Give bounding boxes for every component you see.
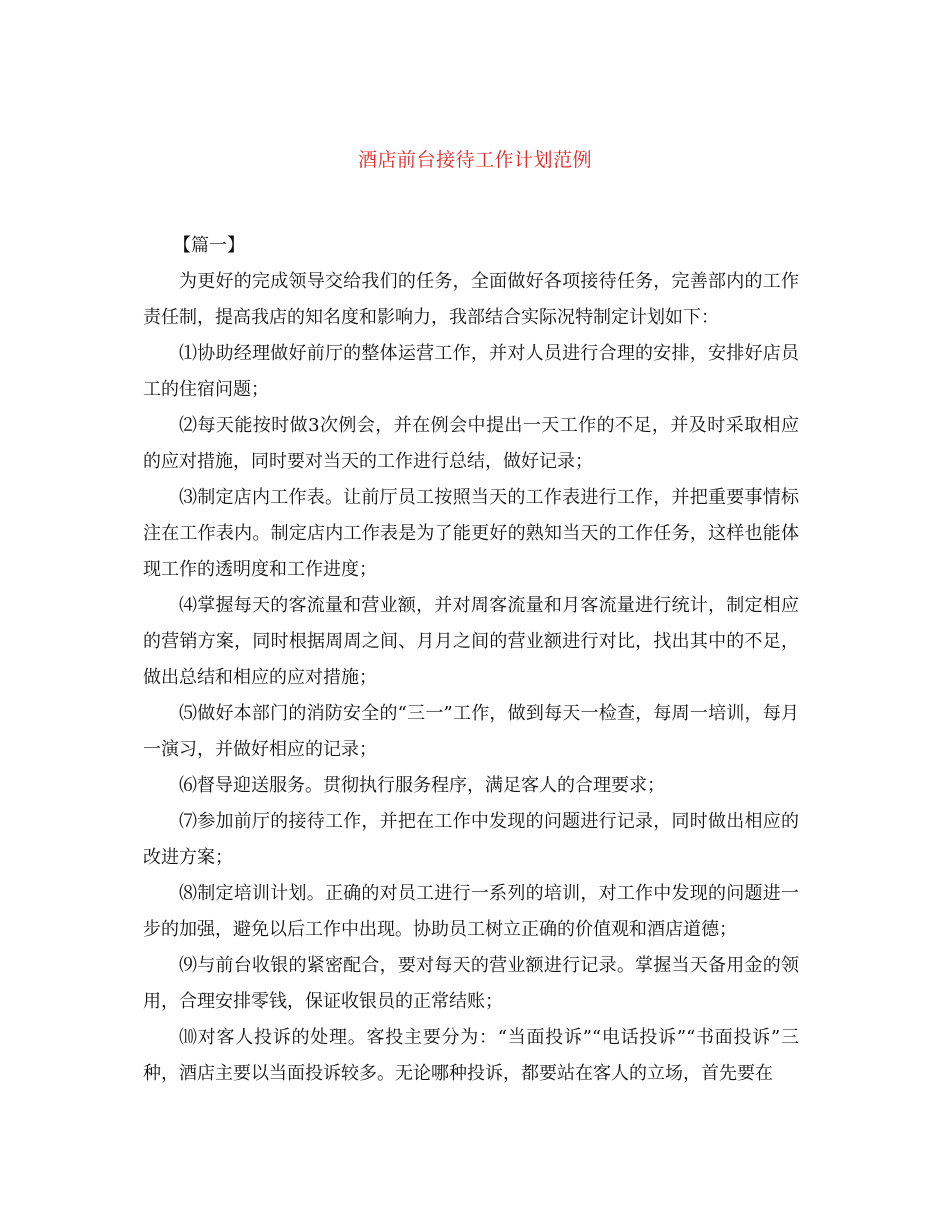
paragraph-item-3: ⑶制定店内工作表。让前厅员工按照当天的工作表进行工作，并把重要事情标注在工作表内。制定店内工作表是为了能更好的熟知当天的工作任务，这样也能体现工作的透明度和工作进度； (143, 487, 799, 580)
document-body (143, 228, 799, 1092)
paragraph-item-2: ⑵每天能按时做3次例会，并在例会中提出一天工作的不足，并及时采取相应的应对措施，同时要对当天的工作进行总结，做好记录； (143, 415, 799, 472)
section-heading: 【篇一】 (173, 235, 245, 256)
paragraph-item-10: ⑽对客人投诉的处理。客投主要分为：“当面投诉”“电话投诉”“书面投诉”三种，酒店主要以当面投诉较多。无论哪种投诉，都要站在客人的立场，首先要在 (143, 1027, 799, 1084)
paragraph-item-7: ⑺参加前厅的接待工作，并把在工作中发现的问题进行记录，同时做出相应的改进方案； (143, 811, 799, 868)
paragraph-item-6: ⑹督导迎送服务。贯彻执行服务程序，满足客人的合理要求； (179, 775, 665, 796)
paragraph-item-9: ⑼与前台收银的紧密配合，要对每天的营业额进行记录。掌握当天备用金的领用，合理安排零钱，保证收银员的正常结账； (143, 955, 799, 1012)
paragraph-item-5: ⑸做好本部门的消防安全的“三一”工作，做到每天一检查，每周一培训，每月一演习，并做好相应的记录； (143, 703, 799, 760)
paragraph-item-8: ⑻制定培训计划。正确的对员工进行一系列的培训，对工作中发现的问题进一步的加强，避免以后工作中出现。协助员工树立正确的价值观和酒店道德； (143, 883, 799, 940)
paragraph-item-4: ⑷掌握每天的客流量和营业额，并对周客流量和月客流量进行统计，制定相应的营销方案，同时根据周周之间、月月之间的营业额进行对比，找出其中的不足，做出总结和相应的应对措施； (143, 595, 799, 688)
document-title: 酒店前台接待工作计划范例 (357, 149, 592, 171)
paragraph-item-1: ⑴协助经理做好前厅的整体运营工作，并对人员进行合理的安排，安排好店员工的住宿问题； (143, 343, 799, 400)
paragraph-intro: 为更好的完成领导交给我们的任务，全面做好各项接待任务，完善部内的工作责任制，提高我店的知名度和影响力，我部结合实际况特制定计划如下： (143, 271, 799, 328)
